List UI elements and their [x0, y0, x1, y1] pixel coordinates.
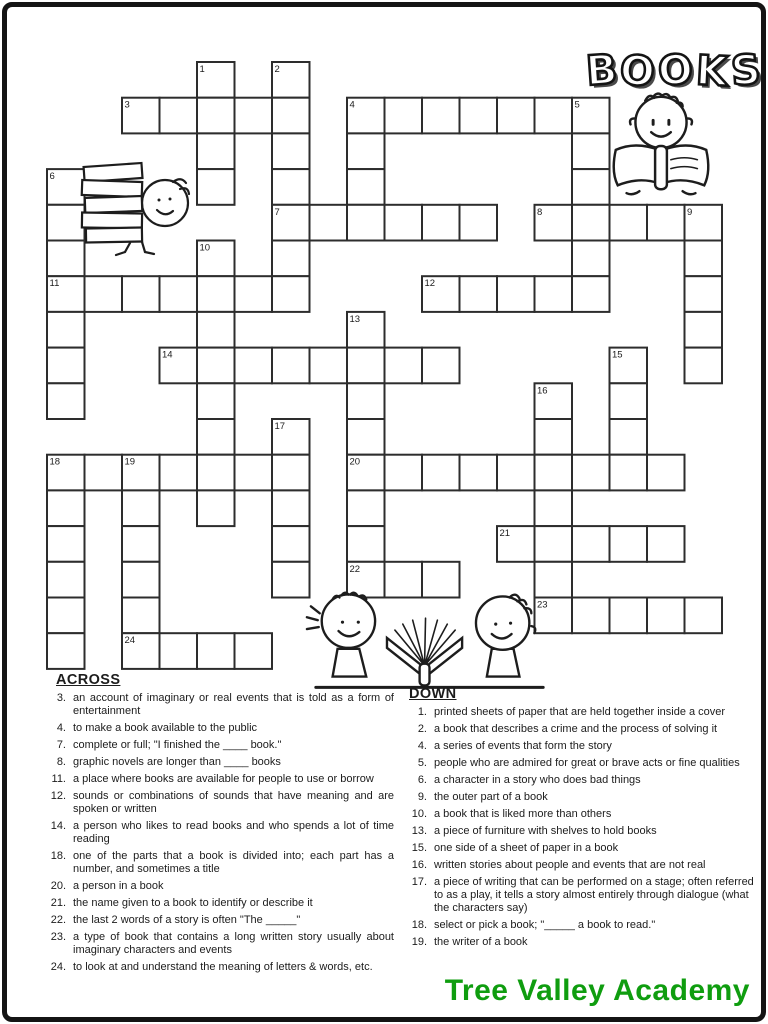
grid-cell-number: 13: [349, 313, 361, 325]
across-clue-number: 18.: [50, 850, 66, 862]
grid-cell: [385, 348, 423, 384]
across-heading: ACROSS: [56, 672, 121, 688]
down-clue-text: a series of events that form the story: [434, 740, 612, 752]
grid-cell: [422, 348, 460, 384]
down-clue-number: 15.: [411, 842, 427, 854]
grid-cell: [310, 205, 348, 241]
across-clue: [40, 880, 394, 893]
grid-cell: [235, 633, 273, 669]
grid-cell: [272, 169, 310, 205]
down-heading: DOWN: [409, 686, 457, 702]
grid-cell-number: 17: [274, 421, 286, 432]
across-clue: [40, 773, 394, 786]
across-clue-text: a type of book that contains a long written story usually about imaginary characters and events: [73, 931, 394, 956]
grid-cell-number: 8: [537, 206, 543, 218]
down-clue-number: 6.: [417, 774, 427, 786]
kid-reading-book-illustration: [602, 88, 720, 200]
grid-cell-number: 2: [274, 64, 280, 75]
down-clue: [403, 723, 759, 736]
across-clue-number: 23.: [50, 931, 66, 943]
across-clue-text: an account of imaginary or real events that is told as a form of entertainment: [73, 692, 394, 717]
grid-cell-number: 16: [537, 385, 548, 397]
grid-cell: [197, 419, 235, 455]
across-clue-text: a person who likes to read books and who spends a lot of time reading: [73, 820, 394, 845]
grid-cell: [47, 598, 85, 634]
across-clue: [40, 739, 394, 752]
grid-cell: [422, 98, 460, 134]
grid-cell: [85, 276, 123, 312]
down-clue-number: 4.: [417, 740, 427, 752]
brand-footer: Tree Valley Academy: [444, 974, 750, 1007]
grid-cell: [460, 455, 498, 491]
grid-cell: [122, 598, 160, 634]
down-clue: [403, 774, 759, 787]
down-clue-number: 10.: [411, 808, 427, 820]
grid-cell: [197, 348, 235, 384]
grid-cell: [685, 276, 723, 312]
grid-cell-number: 3: [124, 99, 130, 111]
grid-cell: [610, 526, 648, 562]
grid-cell: [572, 598, 610, 634]
grid-cell: [685, 598, 723, 634]
across-clue: [40, 692, 394, 718]
grid-cell: [272, 98, 310, 134]
grid-cell: [47, 633, 85, 669]
grid-cell: [197, 312, 235, 348]
grid-cell: [535, 276, 573, 312]
down-clue: [403, 936, 759, 949]
across-clue-number: 14.: [50, 820, 66, 832]
across-clue-text: complete or full; "I finished the ____ book.": [73, 739, 282, 751]
down-clue: [403, 859, 759, 872]
across-clue-number: 24.: [50, 961, 66, 973]
grid-cell: [497, 455, 535, 491]
down-clue-text: a character in a story who does bad things: [434, 774, 641, 786]
grid-cell: [385, 455, 423, 491]
down-clue-number: 13.: [411, 825, 427, 837]
down-clue: [403, 825, 759, 838]
grid-cell-number: 14: [162, 349, 173, 361]
grid-cell: [647, 205, 685, 241]
grid-cell: [235, 455, 273, 491]
grid-cell: [272, 276, 310, 312]
grid-cell: [160, 276, 198, 312]
down-clue: [403, 740, 759, 753]
grid-cell: [197, 276, 235, 312]
down-clue-text: select or pick a book; "_____ a book to read.": [434, 919, 656, 931]
down-clue: [403, 876, 759, 915]
down-clue-number: 9.: [417, 791, 427, 803]
grid-cell: [572, 241, 610, 277]
grid-cell: [460, 98, 498, 134]
grid-cell: [272, 455, 310, 491]
across-clue-text: the name given to a book to identify or describe it: [73, 897, 313, 909]
down-clue-text: written stories about people and events that are not real: [434, 859, 706, 871]
down-clue-text: a piece of furniture with shelves to hold books: [434, 825, 657, 837]
grid-cell: [422, 205, 460, 241]
down-clue-text: people who are admired for great or brave acts or fine qualities: [434, 757, 740, 769]
across-clue: [40, 914, 394, 927]
grid-cell: [685, 348, 723, 384]
grid-cell: [460, 205, 498, 241]
grid-cell: [272, 348, 310, 384]
down-clue-text: one side of a sheet of paper in a book: [434, 842, 619, 854]
down-clue: [403, 757, 759, 770]
across-clue: [40, 790, 394, 816]
grid-cell-number: 20: [349, 456, 361, 468]
across-clue-text: to make a book available to the public: [73, 722, 258, 734]
grid-cell-number: 7: [274, 206, 280, 218]
grid-cell: [347, 205, 385, 241]
grid-cell: [272, 526, 310, 562]
kid-carrying-books-illustration: [72, 157, 204, 257]
down-clue-number: 19.: [411, 936, 427, 948]
down-clue-number: 1.: [417, 706, 427, 718]
grid-cell: [122, 562, 160, 598]
page-title: [586, 46, 763, 94]
grid-cell: [347, 133, 385, 169]
grid-cell: [610, 598, 648, 634]
across-clue-number: 4.: [56, 722, 66, 734]
across-clue-text: graphic novels are longer than ____ books: [73, 756, 281, 768]
grid-cell: [385, 205, 423, 241]
across-clue-text: sounds or combinations of sounds that have meaning and are spoken or written: [73, 790, 394, 815]
down-clue-number: 2.: [417, 723, 427, 735]
across-clue: [40, 722, 394, 735]
grid-cell: [235, 348, 273, 384]
grid-cell: [347, 419, 385, 455]
down-clue: [403, 919, 759, 932]
grid-cell: [647, 598, 685, 634]
grid-cell: [47, 348, 85, 384]
grid-cell-number: 22: [349, 563, 361, 575]
grid-cell: [197, 98, 235, 134]
down-clue-number: 5.: [417, 757, 427, 769]
across-clue: [40, 897, 394, 910]
grid-cell-number: 1: [199, 64, 205, 75]
title-letter: O: [656, 44, 698, 96]
across-clue-text: a person in a book: [73, 880, 164, 892]
grid-cell: [460, 276, 498, 312]
grid-cell: [422, 455, 460, 491]
grid-cell: [572, 276, 610, 312]
grid-cell: [347, 348, 385, 384]
grid-cell: [310, 348, 348, 384]
down-clue-text: a book that describes a crime and the process of solving it: [434, 723, 718, 735]
down-clue-number: 17.: [411, 876, 427, 888]
grid-cell: [647, 455, 685, 491]
across-clue-number: 3.: [56, 692, 66, 704]
grid-cell: [572, 526, 610, 562]
across-clue-list: [40, 692, 394, 974]
grid-cell-number: 19: [124, 456, 136, 468]
grid-cell: [347, 490, 385, 526]
grid-cell: [197, 633, 235, 669]
grid-cell-number: 5: [574, 99, 580, 111]
down-clue-text: a piece of writing that can be performed on a stage; often referred to as a play, it tells a story almost entirely through dialogue (what the characters say): [434, 876, 754, 914]
title-letter: K: [694, 46, 732, 96]
grid-cell: [535, 98, 573, 134]
grid-cell: [122, 276, 160, 312]
grid-cell: [497, 276, 535, 312]
grid-cell-number: 12: [424, 278, 436, 290]
grid-cell: [160, 455, 198, 491]
grid-cell: [572, 205, 610, 241]
grid-cell: [347, 169, 385, 205]
grid-cell: [572, 455, 610, 491]
grid-cell-number: 23: [537, 599, 548, 611]
grid-cell: [685, 312, 723, 348]
grid-cell: [272, 133, 310, 169]
down-clue: [403, 791, 759, 804]
grid-cell: [535, 419, 573, 455]
across-clue-number: 22.: [50, 914, 66, 926]
grid-cell: [47, 562, 85, 598]
grid-cell: [235, 98, 273, 134]
across-clue-text: one of the parts that a book is divided into; each part has a number, and sometimes a title: [73, 850, 394, 875]
grid-cell: [47, 526, 85, 562]
across-clue-number: 12.: [50, 790, 66, 802]
grid-cell-number: 11: [49, 278, 60, 290]
grid-cell-number: 4: [349, 99, 355, 111]
across-clue: [40, 931, 394, 957]
across-clue: [40, 961, 394, 974]
title-letter: B: [584, 44, 622, 96]
grid-cell: [610, 419, 648, 455]
grid-cell: [610, 205, 648, 241]
grid-cell: [535, 526, 573, 562]
grid-cell-number: 15: [612, 349, 623, 361]
grid-cell: [235, 276, 273, 312]
grid-cell: [272, 241, 310, 277]
across-clue-number: 8.: [56, 756, 66, 768]
grid-cell-number: 10: [199, 242, 211, 254]
down-clue-text: a book that is liked more than others: [434, 808, 612, 820]
grid-cell: [685, 241, 723, 277]
down-clue-number: 18.: [411, 919, 427, 931]
title-letter: S: [729, 44, 765, 96]
across-clue-text: the last 2 words of a story is often "The _____": [73, 914, 301, 926]
down-clue: [403, 706, 759, 719]
grid-cell: [160, 98, 198, 134]
grid-cell-number: 6: [49, 171, 55, 183]
grid-cell-number: 24: [124, 635, 136, 647]
grid-cell: [497, 98, 535, 134]
grid-cell: [197, 383, 235, 419]
title-letter: O: [618, 46, 660, 96]
across-section: [40, 672, 394, 978]
grid-cell: [347, 383, 385, 419]
grid-cell: [535, 455, 573, 491]
grid-cell: [197, 490, 235, 526]
grid-cell: [47, 312, 85, 348]
across-clue: [40, 850, 394, 876]
across-clue: [40, 756, 394, 769]
grid-cell: [197, 455, 235, 491]
grid-cell: [122, 526, 160, 562]
down-clue: [403, 842, 759, 855]
grid-cell: [535, 490, 573, 526]
down-section: [403, 686, 759, 953]
across-clue-number: 21.: [50, 897, 66, 909]
grid-cell-number: 21: [499, 528, 511, 540]
across-clue-number: 11.: [51, 773, 66, 785]
down-clue-list: [403, 706, 759, 949]
down-clue: [403, 808, 759, 821]
down-clue-text: the writer of a book: [434, 936, 528, 948]
grid-cell: [610, 455, 648, 491]
grid-cell: [47, 383, 85, 419]
down-clue-number: 16.: [411, 859, 427, 871]
grid-cell: [385, 98, 423, 134]
across-clue-number: 7.: [56, 739, 66, 751]
grid-cell: [160, 633, 198, 669]
across-clue-text: to look at and understand the meaning of letters & words, etc.: [73, 961, 373, 973]
grid-cell: [47, 490, 85, 526]
across-clue: [40, 820, 394, 846]
grid-cell-number: 9: [687, 206, 693, 218]
grid-cell: [272, 490, 310, 526]
down-clue-text: the outer part of a book: [434, 791, 548, 803]
grid-cell: [347, 526, 385, 562]
grid-cell-number: 18: [49, 456, 61, 468]
across-clue-text: a place where books are available for people to use or borrow: [73, 773, 374, 785]
grid-cell: [122, 490, 160, 526]
down-clue-text: printed sheets of paper that are held together inside a cover: [434, 706, 726, 718]
grid-cell: [647, 526, 685, 562]
across-clue-number: 20.: [50, 880, 66, 892]
grid-cell: [85, 455, 123, 491]
grid-cell: [610, 383, 648, 419]
